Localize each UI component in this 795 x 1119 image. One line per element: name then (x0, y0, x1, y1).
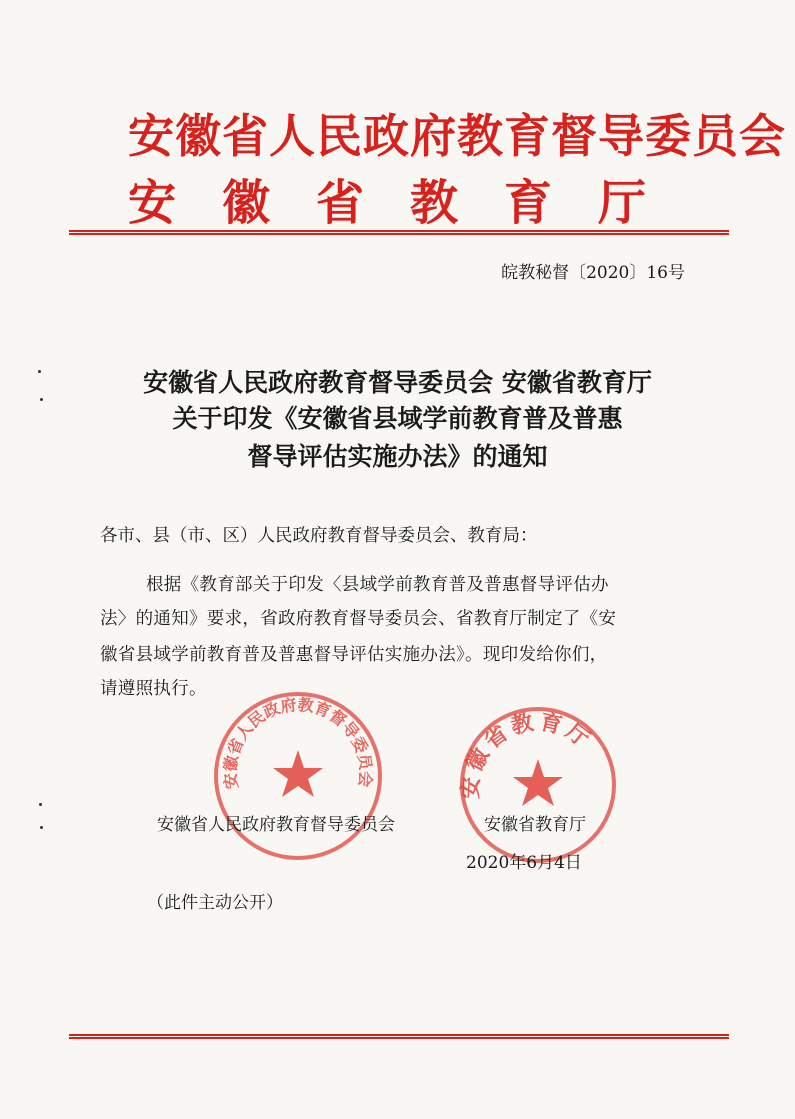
body-paragraph-line-2: 法〉的通知》要求，省政府教育督导委员会、省教育厅制定了《安 (100, 609, 617, 629)
recipient-line: 各市、县（市、区）人民政府教育督导委员会、教育局： (100, 526, 538, 546)
seal-star-icon (273, 750, 323, 797)
document-number: 皖教秘督〔2020〕16号 (501, 263, 685, 283)
scan-speck (38, 370, 41, 373)
disclosure-note: （此件主动公开） (147, 893, 283, 913)
svg-text:安徽省教育厅: 安徽省教育厅 (457, 708, 598, 800)
official-seal-left (210, 688, 386, 864)
issue-date: 2020年6月4日 (466, 853, 582, 873)
body-paragraph-line-4: 请遵照执行。 (100, 679, 207, 699)
letterhead-line-1: 安徽省人民政府教育督导委员会 (128, 109, 786, 163)
signer-left: 安徽省人民政府教育督导委员会 (157, 815, 395, 835)
document-title-line-3: 督导评估实施办法》的通知 (247, 442, 548, 471)
document-title-line-2: 关于印发《安徽省县域学前教育普及普惠 (172, 404, 623, 433)
footer-divider (69, 1034, 729, 1039)
svg-text:安徽省人民政府教育督导委员会: 安徽省人民政府教育督导委员会 (220, 694, 376, 791)
document-title-line-1: 安徽省人民政府教育督导委员会 安徽省教育厅 (143, 368, 652, 397)
scan-speck (39, 803, 42, 806)
body-paragraph-line-1: 根据《教育部关于印发〈县域学前教育普及普惠督导评估办 (146, 575, 609, 595)
body-paragraph-line-3: 徽省县域学前教育普及普惠督导评估实施办法》。现印发给你们， (100, 645, 608, 665)
official-seal-right (454, 705, 622, 865)
seal-star-icon (513, 759, 563, 806)
letterhead-divider (69, 230, 729, 235)
scan-speck (40, 826, 43, 829)
scan-speck (40, 398, 43, 401)
signer-right: 安徽省教育厅 (484, 815, 586, 835)
letterhead-line-2: 安徽省教育厅 (128, 175, 693, 231)
